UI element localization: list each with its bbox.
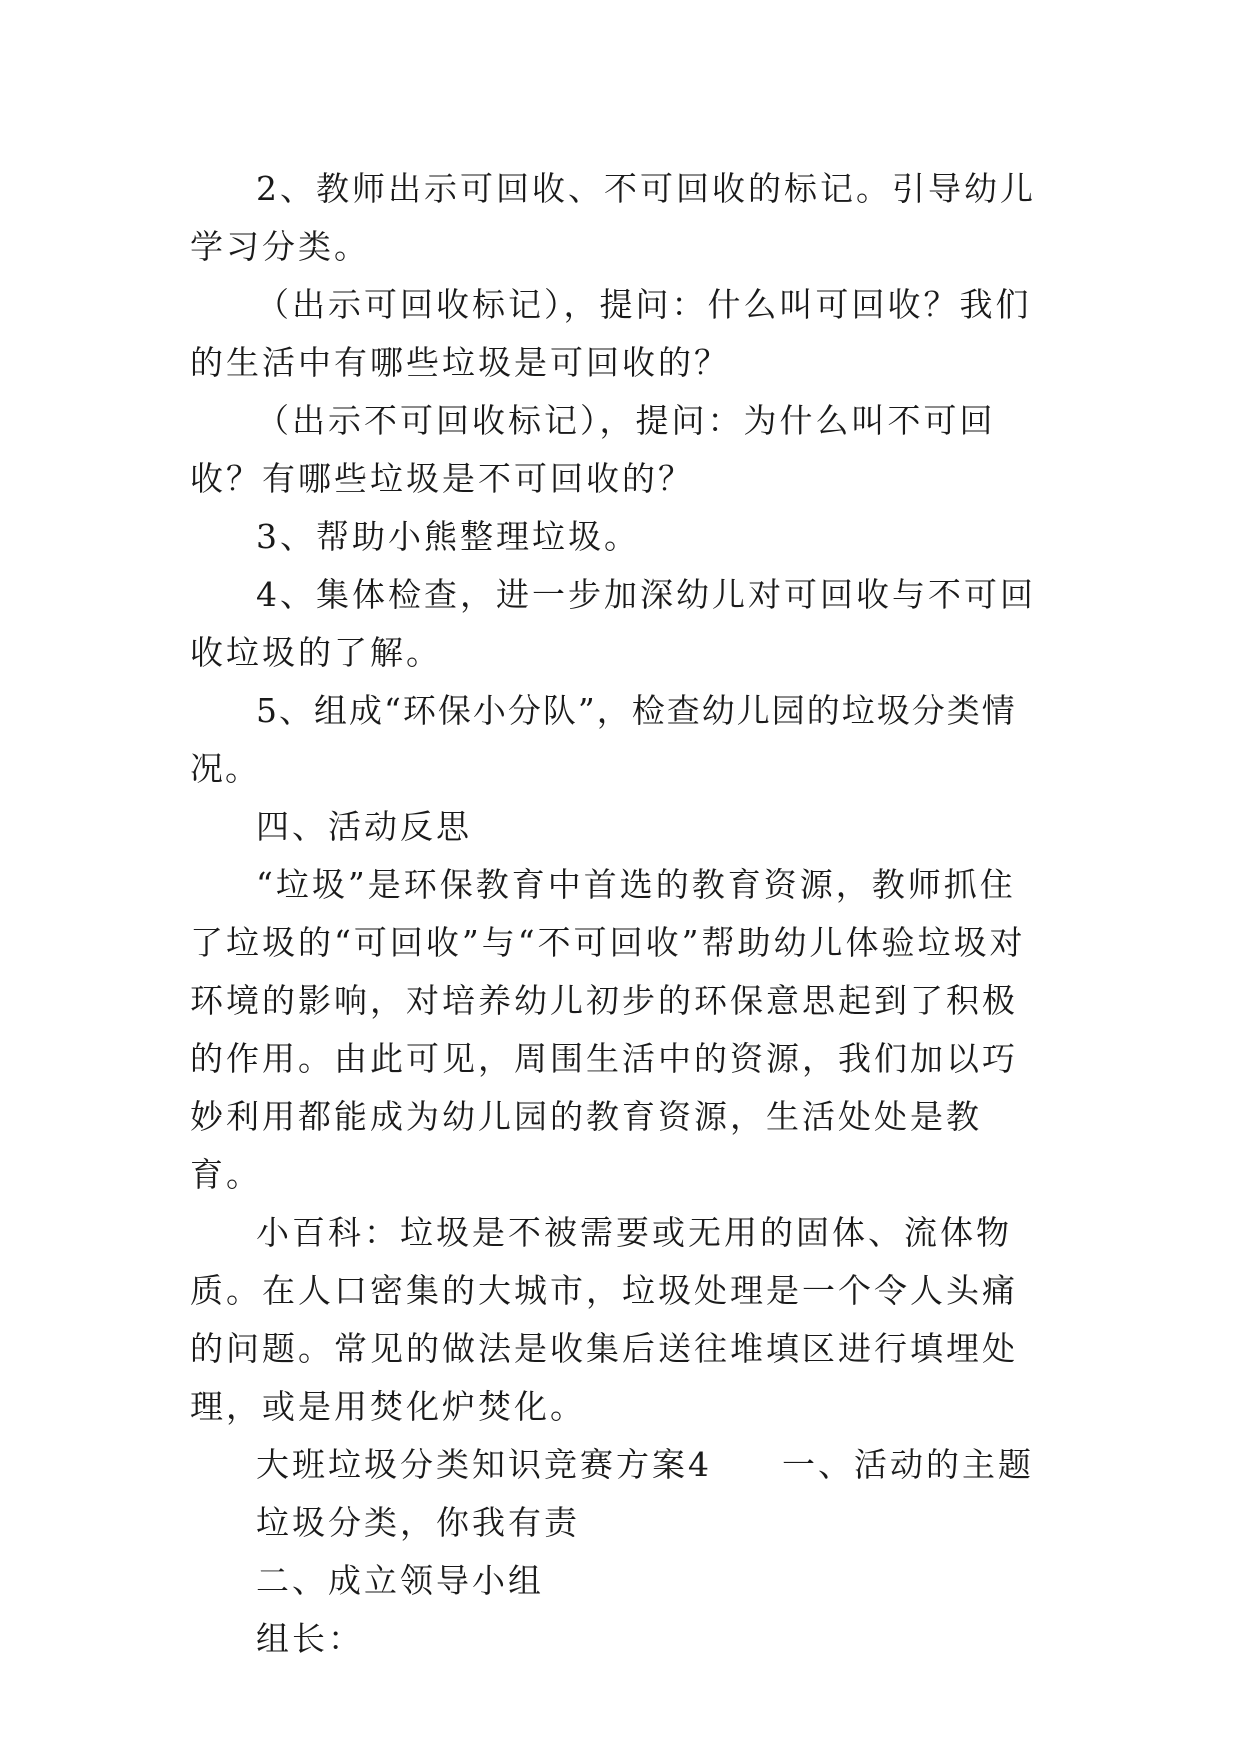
plan-section-theme: 一、活动的主题: [782, 1445, 1034, 1484]
paragraph-recyclable-question: （出示可回收标记），提问：什么叫可回收？我们的生活中有哪些垃圾是可回收的？: [190, 285, 1032, 382]
paragraph-nonrecyclable-question: （出示不可回收标记），提问：为什么叫不可回收？有哪些垃圾是不可回收的？: [190, 401, 996, 498]
paragraph-step-3: 3、帮助小熊整理垃圾。: [256, 517, 640, 556]
theme-line: 垃圾分类，你我有责: [256, 1503, 580, 1542]
plan-title: 大班垃圾分类知识竞赛方案4: [256, 1445, 712, 1484]
section-heading-reflection: 四、活动反思: [256, 807, 472, 846]
leader-label: 组长：: [256, 1619, 364, 1658]
paragraph-step-2: 2、教师出示可回收、不可回收的标记。引导幼儿学习分类。: [190, 169, 1036, 266]
document-body: [190, 160, 1050, 1668]
paragraph-step-5: 5、组成“环保小分队”，检查幼儿园的垃圾分类情况。: [190, 691, 1017, 788]
section-heading-leadership: 二、成立领导小组: [256, 1561, 544, 1600]
paragraph-reflection: “垃圾”是环保教育中首选的教育资源，教师抓住了垃圾的“可回收”与“不可回收”帮助幼儿体验垃圾对环境的影响，对培养幼儿初步的环保意思起到了积极的作用。由此可见，周围生活中的资源，我们加以巧妙利用都能成为幼儿园的教育资源，生活处处是教育。: [190, 865, 1026, 1194]
paragraph-step-4: 4、集体检查，进一步加深幼儿对可回收与不可回收垃圾的了解。: [190, 575, 1036, 672]
paragraph-encyclopedia: 小百科：垃圾是不被需要或无用的固体、流体物质。在人口密集的大城市，垃圾处理是一个令人头痛的问题。常见的做法是收集后送往堆填区进行填埋处理，或是用焚化炉焚化。: [190, 1213, 1018, 1426]
plan-heading-line: [190, 1436, 1050, 1494]
